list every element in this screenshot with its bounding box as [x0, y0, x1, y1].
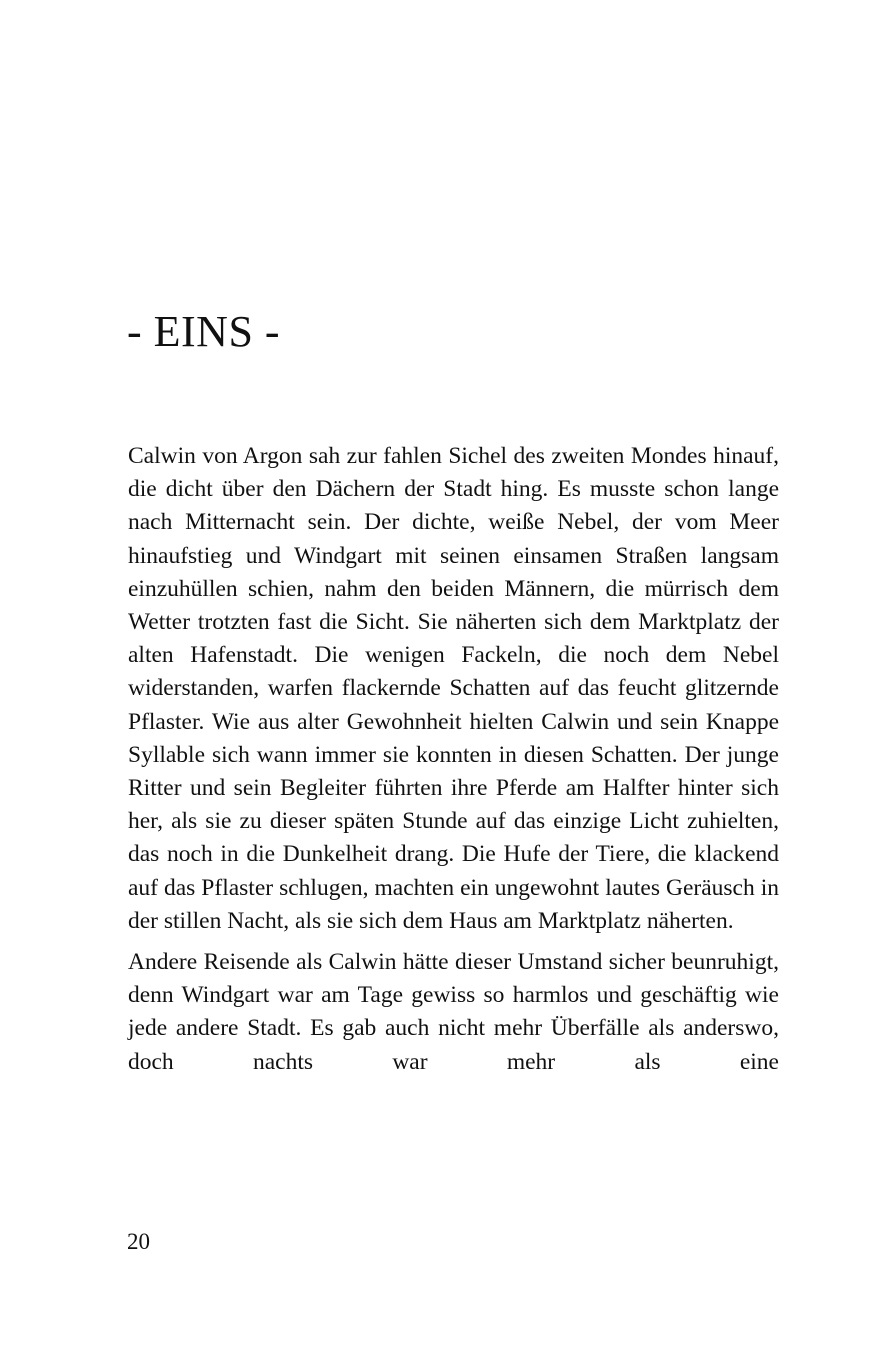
page-number: 20: [127, 1229, 150, 1254]
paragraph-2: Andere Reisende als Calwin hätte dieser Umstand sicher beunruhigt, denn Windgart war am Tage gewiss so harmlos und geschäftig wie jede andere Stadt. Es gab auch nicht mehr Überfälle als anderswo, doch nachts war mehr als eine: [128, 949, 779, 1075]
paragraph-1: Calwin von Argon sah zur fahlen Sichel des zweiten Mondes hinauf, die dicht über den Dächern der Stadt hing. Es musste schon lange nach Mitternacht sein. Der dichte, weiße Nebel, der vom Meer hinaufstieg und Windgart mit seinen einsamen Straßen langsam einzuhüllen schien, nahm den beiden Männern, die mürrisch dem Wetter trotzten fast die Sicht. Sie näherten sich dem Marktplatz der alten Hafenstadt. Die wenigen Fackeln, die noch dem Nebel widerstanden, warfen flackernde Schatten auf das feucht glitzernde Pflaster. Wie aus alter Gewohnheit hielten Calwin und sein Knappe Syllable sich wann immer sie konnten in diesen Schatten. Der junge Ritter und sein Begleiter führten ihre Pferde am Halfter hinter sich her, als sie zu dieser späten Stunde auf das einzige Licht zuhielten, das noch in die Dunkelheit drang. Die Hufe der Tiere, die klackend auf das Pflaster schlugen, machten ein ungewohnt lautes Geräusch in der stillen Nacht, als sie sich dem Haus am Marktplatz näherten.: [128, 443, 779, 934]
body-text: [128, 440, 779, 1087]
chapter-title: - EINS -: [127, 307, 281, 356]
